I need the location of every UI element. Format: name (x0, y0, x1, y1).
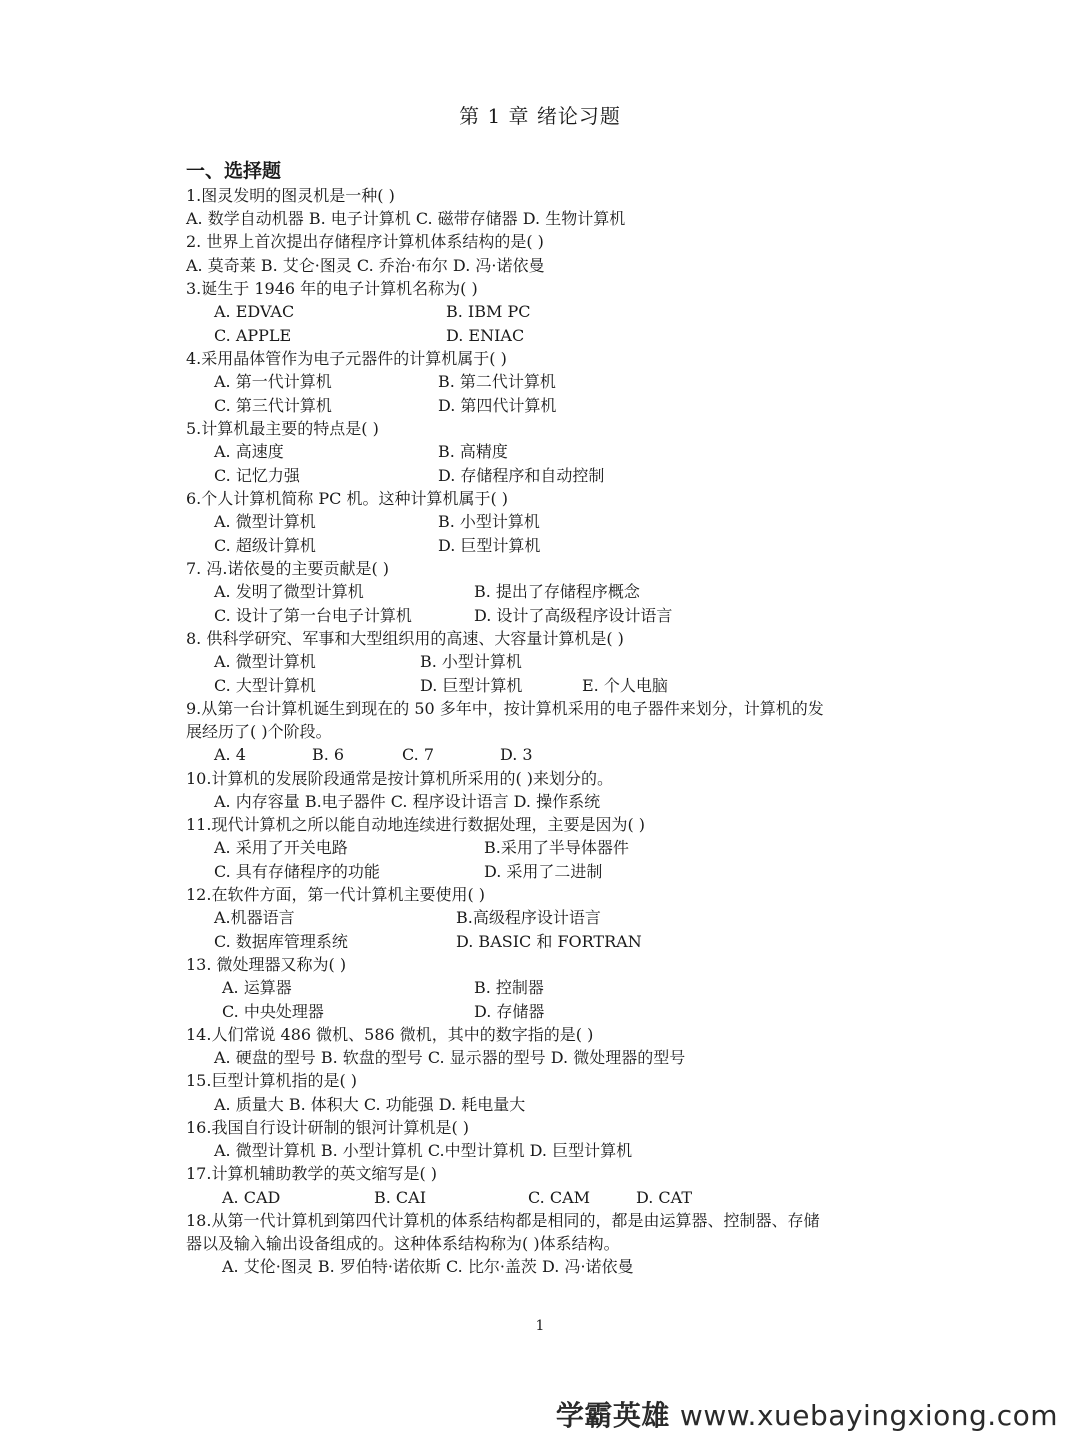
question-13-option-b: B. 控制器 (474, 978, 544, 997)
question-17-option-a: A. CAD (222, 1188, 281, 1207)
question-3-option-c: C. APPLE (214, 326, 292, 345)
watermark-brand: 学霸英雄 (555, 1399, 670, 1432)
question-14: 14.人们常说 486 微机、586 微机，其中的数字指的是( ) (186, 1025, 594, 1044)
question-2-options: A. 莫奇莱 B. 艾仑·图灵 C. 乔治·布尔 D. 冯·诺依曼 (186, 256, 545, 275)
question-4: 4.采用晶体管作为电子元器件的计算机属于( ) (186, 349, 507, 368)
question-18: 18.从第一代计算机到第四代计算机的体系结构都是相同的，都是由运算器、控制器、存储 (186, 1211, 820, 1230)
question-8-option-e: E. 个人电脑 (582, 676, 668, 695)
question-15-options: A. 质量大 B. 体积大 C. 功能强 D. 耗电量大 (214, 1095, 526, 1114)
question-4-option-a: A. 第一代计算机 (214, 372, 332, 391)
question-4-option-c: C. 第三代计算机 (214, 396, 332, 415)
question-12-option-c: C. 数据库管理系统 (214, 932, 348, 951)
page-title: 第 1 章 绪论习题 (459, 104, 621, 128)
question-18-options: A. 艾伦·图灵 B. 罗伯特·诺依斯 C. 比尔·盖茨 D. 冯·诺依曼 (222, 1257, 634, 1276)
question-6-option-a: A. 微型计算机 (214, 512, 316, 531)
question-15: 15.巨型计算机指的是( ) (186, 1071, 358, 1090)
question-11-option-c: C. 具有存储程序的功能 (214, 862, 380, 881)
question-3-option-d: D. ENIAC (446, 326, 525, 345)
question-9: 9.从第一台计算机诞生到现在的 50 多年中，按计算机采用的电子器件来划分，计算机的发 (186, 699, 824, 718)
question-17-option-b: B. CAI (374, 1188, 427, 1207)
question-3: 3.诞生于 1946 年的电子计算机名称为( ) (186, 279, 478, 298)
question-9-option-c: C. 7 (402, 745, 435, 764)
question-12-option-b: B.高级程序设计语言 (456, 908, 601, 927)
question-8-option-c: C. 大型计算机 (214, 676, 316, 695)
question-8-option-d: D. 巨型计算机 (420, 676, 523, 695)
question-6: 6.个人计算机简称 PC 机。这种计算机属于( ) (186, 489, 509, 508)
question-12-option-a: A.机器语言 (214, 908, 295, 927)
question-7-option-c: C. 设计了第一台电子计算机 (214, 606, 412, 625)
question-8: 8. 供科学研究、军事和大型组织用的高速、大容量计算机是( ) (186, 629, 624, 648)
watermark-url: www.xuebayingxiong.com (679, 1399, 1058, 1432)
question-18-cont: 器以及输入输出设备组成的。这种体系结构称为( )体系结构。 (186, 1234, 620, 1253)
question-16: 16.我国自行设计研制的银河计算机是( ) (186, 1118, 470, 1137)
question-7-option-b: B. 提出了存储程序概念 (474, 582, 640, 601)
question-8-option-a: A. 微型计算机 (214, 652, 316, 671)
question-11-option-b: B.采用了半导体器件 (484, 838, 629, 857)
question-7-option-a: A. 发明了微型计算机 (214, 582, 364, 601)
section-heading: 一、选择题 (186, 160, 282, 182)
question-7-option-d: D. 设计了高级程序设计语言 (474, 606, 673, 625)
question-3-option-b: B. IBM PC (446, 302, 531, 321)
question-11-option-a: A. 采用了开关电路 (214, 838, 348, 857)
question-4-option-b: B. 第二代计算机 (438, 372, 556, 391)
question-13: 13. 微处理器又称为( ) (186, 955, 347, 974)
question-5: 5.计算机最主要的特点是( ) (186, 419, 379, 438)
question-17: 17.计算机辅助教学的英文缩写是( ) (186, 1164, 438, 1183)
question-9-option-a: A. 4 (214, 745, 246, 764)
question-6-option-b: B. 小型计算机 (438, 512, 540, 531)
question-2: 2. 世界上首次提出存储程序计算机体系结构的是( ) (186, 232, 544, 251)
question-1: 1.图灵发明的图灵机是一种( ) (186, 186, 395, 205)
question-12: 12.在软件方面，第一代计算机主要使用( ) (186, 885, 486, 904)
question-5-option-b: B. 高精度 (438, 442, 508, 461)
question-13-option-c: C. 中央处理器 (222, 1002, 324, 1021)
question-8-option-b: B. 小型计算机 (420, 652, 522, 671)
question-3-option-a: A. EDVAC (214, 302, 295, 321)
question-6-option-c: C. 超级计算机 (214, 536, 316, 555)
question-4-option-d: D. 第四代计算机 (438, 396, 557, 415)
question-17-option-c: C. CAM (528, 1188, 591, 1207)
question-17-option-d: D. CAT (636, 1188, 693, 1207)
question-1-options: A. 数学自动机器 B. 电子计算机 C. 磁带存储器 D. 生物计算机 (186, 209, 626, 228)
question-14-options: A. 硬盘的型号 B. 软盘的型号 C. 显示器的型号 D. 微处理器的型号 (214, 1048, 686, 1067)
question-7: 7. 冯.诺依曼的主要贡献是( ) (186, 559, 390, 578)
question-13-option-d: D. 存储器 (474, 1002, 545, 1021)
question-16-options: A. 微型计算机 B. 小型计算机 C.中型计算机 D. 巨型计算机 (214, 1141, 633, 1160)
page-number: 1 (535, 1318, 545, 1334)
question-11: 11.现代计算机之所以能自动地连续进行数据处理，主要是因为( ) (186, 815, 646, 834)
question-10: 10.计算机的发展阶段通常是按计算机所采用的( )来划分的。 (186, 769, 614, 788)
question-11-option-d: D. 采用了二进制 (484, 862, 603, 881)
question-9-option-b: B. 6 (312, 745, 345, 764)
question-5-option-d: D. 存储程序和自动控制 (438, 466, 605, 485)
question-6-option-d: D. 巨型计算机 (438, 536, 541, 555)
question-5-option-a: A. 高速度 (214, 442, 284, 461)
question-9-option-d: D. 3 (500, 745, 533, 764)
watermark (556, 1394, 1058, 1434)
question-10-options: A. 内存容量 B.电子器件 C. 程序设计语言 D. 操作系统 (214, 792, 601, 811)
question-13-option-a: A. 运算器 (222, 978, 292, 997)
question-12-option-d: D. BASIC 和 FORTRAN (456, 932, 642, 951)
question-9-cont: 展经历了( )个阶段。 (186, 722, 332, 741)
question-5-option-c: C. 记忆力强 (214, 466, 300, 485)
